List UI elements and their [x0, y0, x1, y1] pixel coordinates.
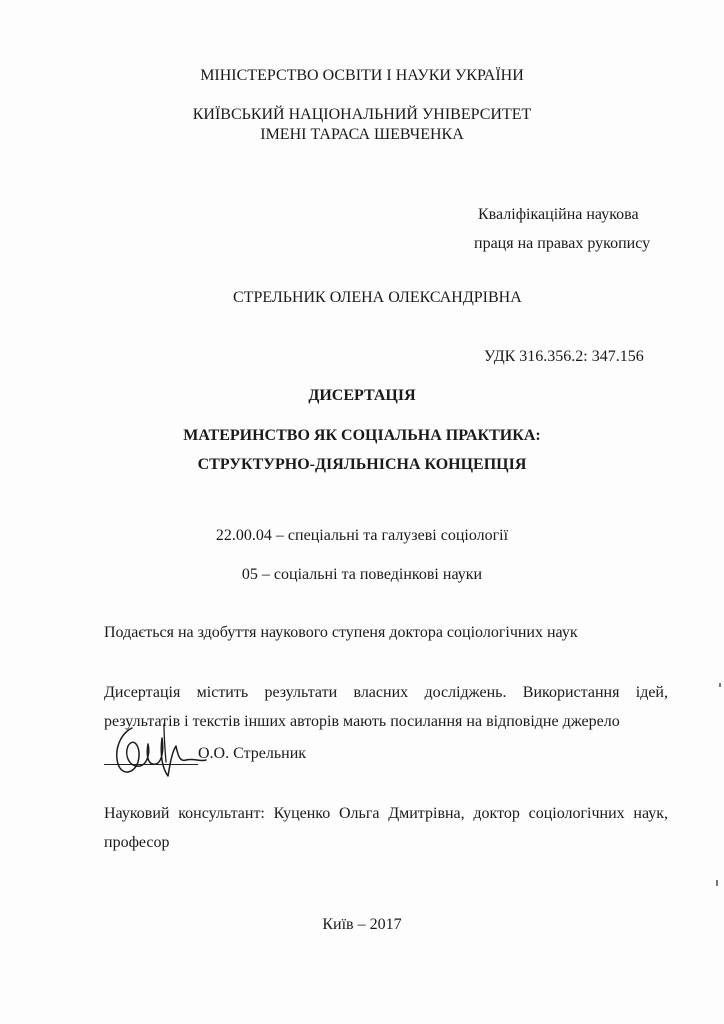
specialty-line1: 22.00.04 – спеціальні та галузеві соціології [215, 527, 509, 544]
degree-statement: Подається на здобуття наукового ступеня доктора соціологічних наук [104, 624, 578, 641]
title-line2: СТРУКТУРНО-ДІЯЛЬНІСНА КОНЦЕПЦІЯ [197, 456, 527, 473]
author-name: СТРЕЛЬНИК ОЛЕНА ОЛЕКСАНДРІВНА [233, 289, 522, 306]
title-line1: МАТЕРИНСТВО ЯК СОЦІАЛЬНА ПРАКТИКА: [183, 427, 541, 444]
university-heading-line1: КИЇВСЬКИЙ НАЦІОНАЛЬНИЙ УНІВЕРСИТЕТ [192, 106, 532, 123]
udc-code: УДК 316.356.2: 347.156 [484, 348, 644, 365]
manuscript-note-line1: Кваліфікаційна наукова [478, 206, 639, 223]
ministry-heading: МІНІСТЕРСТВО ОСВІТИ І НАУКИ УКРАЇНИ [200, 67, 524, 84]
university-heading-line2: ІМЕНІ ТАРАСА ШЕВЧЕНКА [260, 126, 464, 143]
scan-speck [716, 880, 718, 886]
manuscript-note-line2: праця на правах рукопису [474, 235, 651, 252]
originality-line2: результатів і текстів інших авторів мають посилання на відповідне джерело [104, 713, 620, 730]
specialty-line2: 05 – соціальні та поведінкові науки [241, 566, 483, 583]
scan-speck [719, 683, 721, 687]
document-type: ДИСЕРТАЦІЯ [308, 387, 416, 404]
consultant-line1: Науковий консультант: Куценко Ольга Дмитрівна, доктор соціологічних наук, [104, 805, 668, 822]
consultant-line2: професор [104, 834, 170, 851]
originality-line1: Дисертація містить результати власних досліджень. Використання ідей, [104, 684, 668, 701]
signer-name: О.О. Стрельник [198, 745, 307, 762]
place-and-year: Київ – 2017 [322, 916, 402, 933]
